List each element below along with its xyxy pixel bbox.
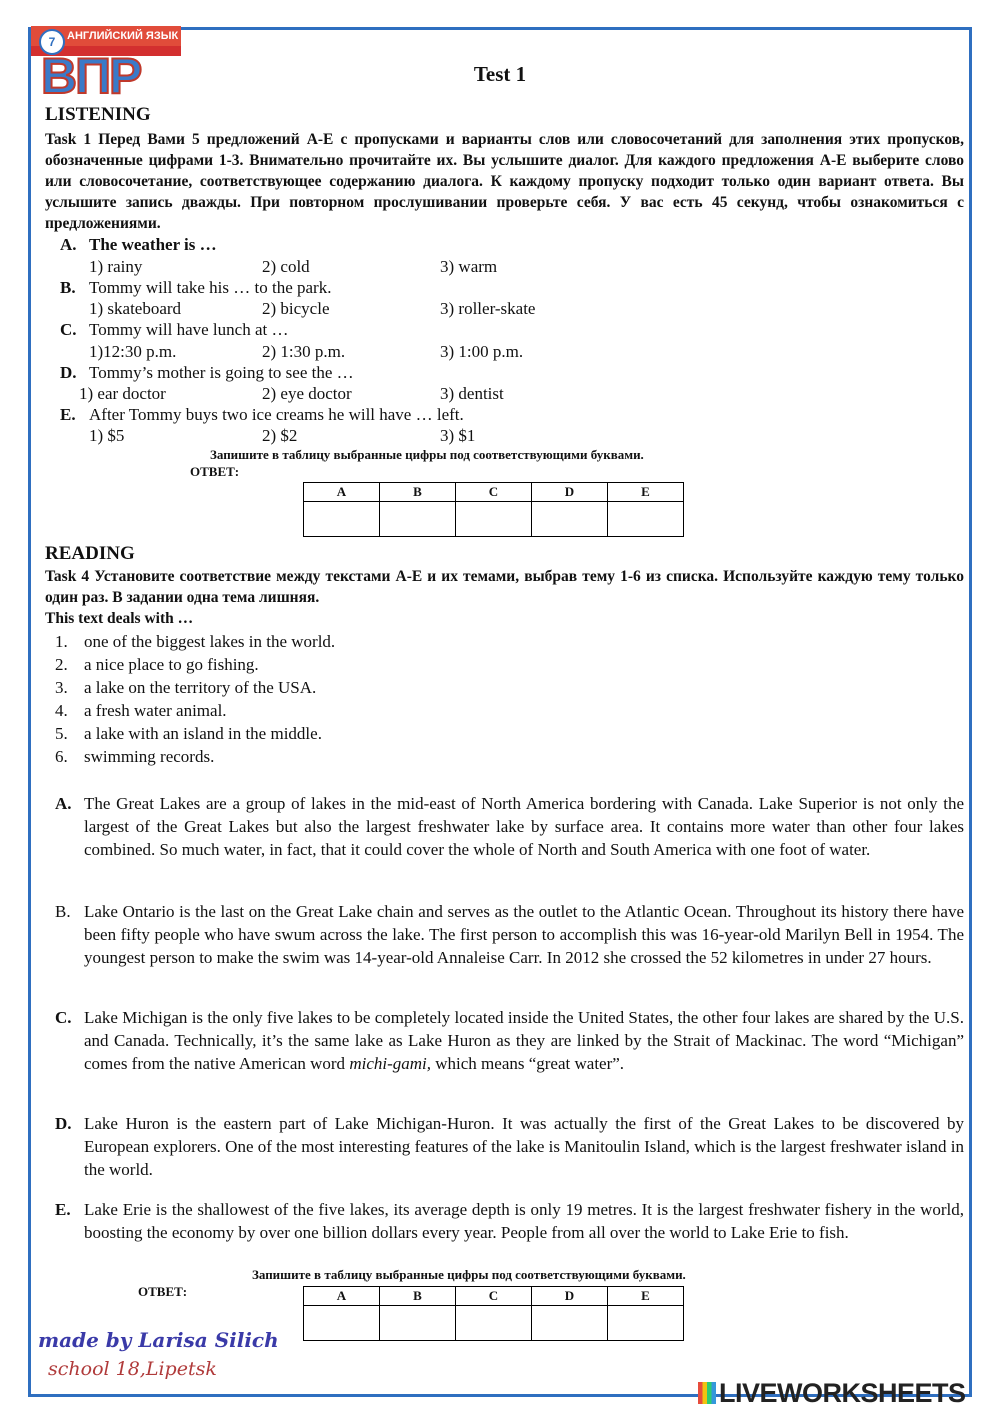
watermark-text: LIVEWORKSHEETS [719, 1378, 966, 1408]
theme-text: a fresh water animal. [84, 701, 227, 720]
text-letter: A. [55, 794, 72, 813]
option-3: 3) 1:00 p.m. [440, 342, 524, 361]
answer-label: ОТВЕТ: [190, 464, 240, 479]
answer-cell-a[interactable] [304, 502, 380, 537]
answer-instruction: Запишите в таблицу выбранные цифры под соответствующими буквами. [252, 1267, 686, 1282]
text-paragraph: Lake Ontario is the last on the Great Lake chain and serves as the outlet to the Atlantic Ocean. Throughout its history there have been fifty people who have swum across the lake. The first person to accomplish this was 16-year-old Marilyn Bell in 1954. The youngest person to make the swim was 14-year-old Annaleise Carr. In 2012 she crossed the 52 kilometres in under 27 hours. [84, 902, 964, 967]
answer-col-header: B [380, 1287, 456, 1306]
answer-col-header: A [304, 1287, 380, 1306]
option-3: 3) dentist [440, 384, 504, 403]
text-letter: C. [55, 1008, 72, 1027]
school-signature: school 18,Lipetsk [48, 1358, 217, 1380]
text-letter: D. [55, 1114, 72, 1133]
theme-number: 4. [55, 701, 68, 720]
text-letter: B. [55, 902, 71, 921]
option-1: 1)12:30 p.m. [89, 342, 177, 361]
text-italic: michi-gami, [349, 1054, 431, 1073]
question-letter: C. [60, 320, 77, 339]
answer-cell-a[interactable] [304, 1306, 380, 1341]
option-2: 2) bicycle [262, 299, 330, 318]
answer-col-header: E [608, 483, 684, 502]
answer-cell-c[interactable] [456, 502, 532, 537]
option-2: 2) 1:30 p.m. [262, 342, 346, 361]
answer-table [303, 482, 684, 537]
text-paragraph [84, 1006, 964, 1075]
liveworksheets-logo [698, 1378, 966, 1409]
answer-col-header: C [456, 1287, 532, 1306]
answer-label: ОТВЕТ: [138, 1284, 188, 1299]
answer-instruction: Запишите в таблицу выбранные цифры под соответствующими буквами. [210, 447, 644, 462]
logo-text: ВПР [41, 48, 141, 104]
answer-cell-b[interactable] [380, 502, 456, 537]
reading-task: Task 4 Установите соответствие между текстами A-E и их темами, выбрав тему 1-6 из списка. Используйте каждую тему только один раз. В задании одна тема лишняя. [45, 568, 964, 606]
answer-col-header: D [532, 1287, 608, 1306]
question-text: Tommy’s mother is going to see the … [89, 363, 354, 382]
answer-col-header: A [304, 483, 380, 502]
question-letter: A. [60, 235, 77, 254]
question-text: After Tommy buys two ice creams he will have … left. [89, 405, 464, 424]
text-letter: E. [55, 1200, 71, 1219]
answer-col-header: B [380, 483, 456, 502]
theme-number: 5. [55, 724, 68, 743]
theme-text: swimming records. [84, 747, 215, 766]
answer-cell-e[interactable] [608, 502, 684, 537]
option-2: 2) $2 [262, 426, 298, 445]
logo-badge: АНГЛИЙСКИЙ ЯЗЫК [31, 26, 181, 46]
option-1: 1) rainy [89, 257, 143, 276]
option-1: 1) $5 [89, 426, 125, 445]
option-1: 1) skateboard [89, 299, 182, 318]
text-part: which means “great water”. [431, 1054, 625, 1073]
option-2: 2) eye doctor [262, 384, 352, 403]
answer-cell-c[interactable] [456, 1306, 532, 1341]
theme-text: a lake with an island in the middle. [84, 724, 322, 743]
author-signature: made by Larisa Silich [38, 1328, 279, 1352]
theme-number: 3. [55, 678, 68, 697]
liveworksheets-icon [698, 1382, 716, 1404]
question-text: Tommy will have lunch at … [89, 320, 289, 339]
question-letter: B. [60, 278, 76, 297]
answer-cell-d[interactable] [532, 1306, 608, 1341]
option-2: 2) cold [262, 257, 310, 276]
reading-heading: READING [45, 543, 135, 564]
option-3: 3) $1 [440, 426, 476, 445]
answer-col-header: E [608, 1287, 684, 1306]
question-text: The weather is … [89, 235, 217, 254]
question-letter: E. [60, 405, 76, 424]
answer-table [303, 1286, 684, 1341]
deals-with-label: This text deals with … [45, 610, 194, 627]
text-paragraph: The Great Lakes are a group of lakes in the mid-east of North America bordering with Canada. Lake Superior is not only the largest of the Great Lakes but also the largest freshwater lake by surface area. It contains more water than other four lakes combined. So much water, in fact, that it could cover the whole of North and South America with one foot of water. [84, 794, 964, 859]
text-part: Lake Michigan is the only five lakes to be completely located inside the United States, the other four lakes are shared by the U.S. and Canada. Technically, it’s the same lake as Lake Huron as they are linked by the Strait of Mackinac. The word “Michigan” comes from the native American word [84, 1008, 964, 1073]
answer-cell-b[interactable] [380, 1306, 456, 1341]
theme-number: 2. [55, 655, 68, 674]
text-paragraph: Lake Erie is the shallowest of the five lakes, its average depth is only 19 metres. It is the largest freshwater fishery in the world, boosting the economy by over one billion dollars every year. People from all over the world to Lake Erie to fish. [84, 1200, 964, 1242]
theme-text: one of the biggest lakes in the world. [84, 632, 336, 651]
theme-number: 1. [55, 632, 68, 651]
question-letter: D. [60, 363, 77, 382]
answer-col-header: C [456, 483, 532, 502]
option-3: 3) roller-skate [440, 299, 536, 318]
answer-cell-d[interactable] [532, 502, 608, 537]
answer-cell-e[interactable] [608, 1306, 684, 1341]
option-3: 3) warm [440, 257, 498, 276]
theme-text: a nice place to go fishing. [84, 655, 259, 674]
question-text: Tommy will take his … to the park. [89, 278, 332, 297]
page-title: Test 1 [473, 62, 527, 86]
option-1: 1) ear doctor [79, 384, 166, 403]
listening-heading: LISTENING [45, 104, 151, 125]
logo-grade: 7 [39, 29, 65, 55]
text-paragraph: Lake Huron is the eastern part of Lake Michigan-Huron. It was actually the first of the Great Lakes to be discovered by European explorers. One of the most interesting features of the lake is Manitoulin Island, which is the largest freshwater island in the world. [84, 1114, 964, 1179]
theme-text: a lake on the territory of the USA. [84, 678, 317, 697]
theme-number: 6. [55, 747, 68, 766]
answer-col-header: D [532, 483, 608, 502]
listening-task: Task 1 Перед Вами 5 предложений A-E с пропусками и варианты слов или словосочетаний для заполнения этих пропусков, обозначенные цифрами 1-3. Внимательно прочитайте их. Вы услышите диалог. Для каждого предложения A-E выберите слово или словосочетание, соответствующее содержанию диалога. К каждому пропуску подходит только один вариант ответа. Вы услышите запись дважды. При повторном прослушивании проверьте себя. У вас есть 45 секунд, чтобы ознакомиться с предложениями. [45, 131, 964, 232]
